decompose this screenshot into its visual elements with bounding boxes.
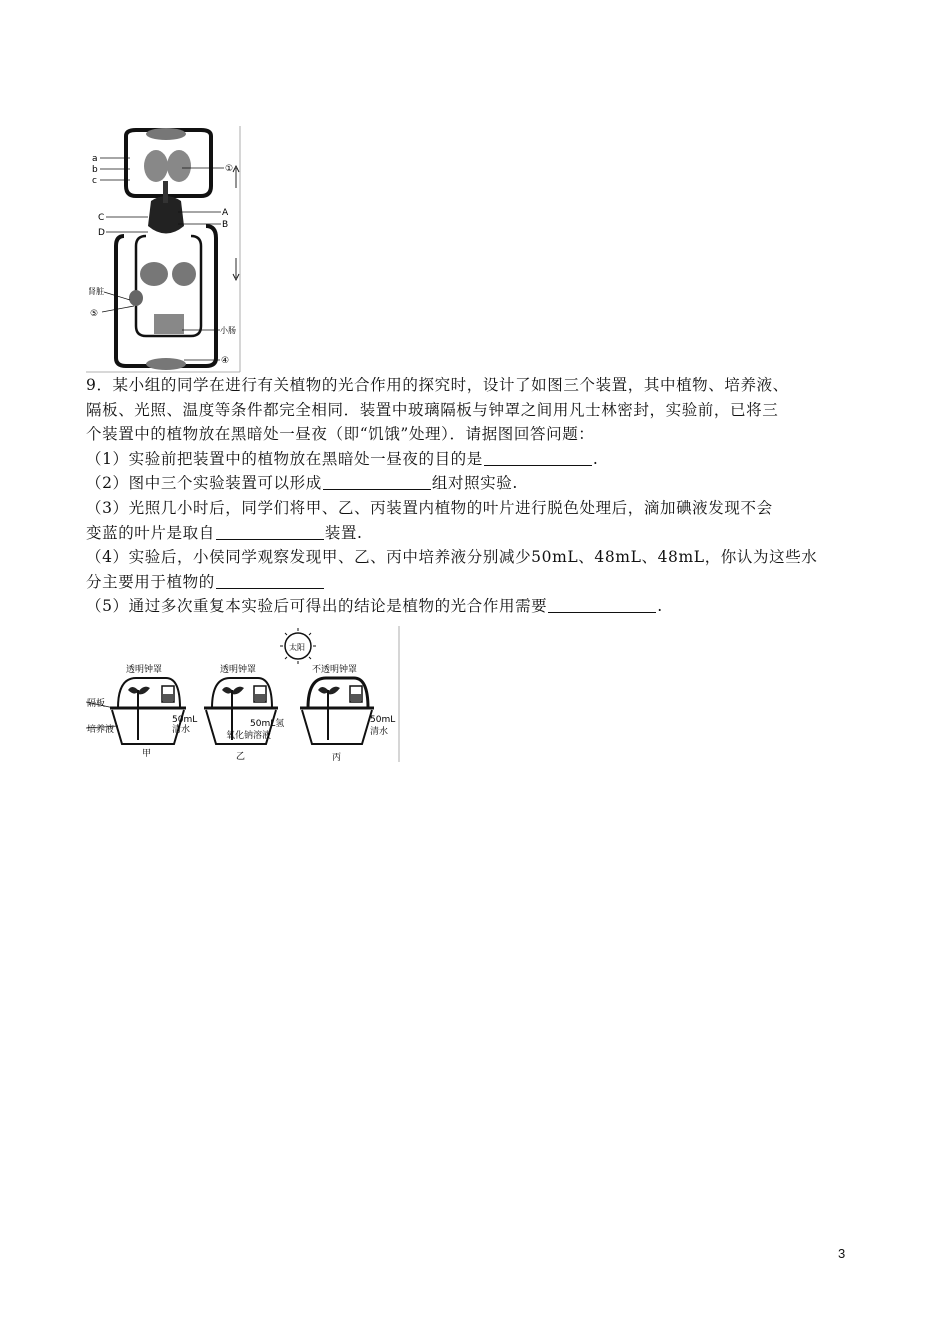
liquid-label-1b: 清水 [172, 725, 191, 735]
group-label-yi: 乙 [236, 752, 246, 762]
sub-question-4-line-2: 分主要用于植物的 [86, 570, 876, 595]
intro-line-2: 隔板、光照、温度等条件都完全相同．装置中玻璃隔板与钟罩之间用凡士林密封，实验前，已将三 [86, 400, 779, 419]
label-4: ④ [221, 356, 230, 366]
page-number: 3 [838, 1246, 846, 1261]
sub-question-3-line-1: （3）光照几小时后，同学们将甲、乙、丙装置内植物的叶片进行脱色处理后，滴加碘液发现不会 [86, 498, 773, 517]
label-A: A [222, 208, 229, 218]
sub-question-4-line-1: （4）实验后，小侯同学观察发现甲、乙、丙中培养液分别减少50mL、48mL、48mL，你认为这些水 [86, 548, 818, 567]
label-5: ⑤ [90, 309, 99, 319]
sub-question-1: （1）实验前把装置中的植物放在黑暗处一昼夜的目的是 . [86, 449, 599, 468]
liquid-label-1a: 50mL [172, 715, 198, 725]
intro-line-1: 9．某小组的同学在进行有关植物的光合作用的探究时，设计了如图三个装置，其中植物、培养液、 [86, 376, 789, 394]
label-a: a [92, 154, 98, 164]
jar-label-2: 透明钟罩 [220, 665, 257, 675]
group-label-jia: 甲 [142, 749, 152, 759]
sun-label: 太阳 [289, 643, 305, 652]
bell-jar-apparatus-diagram [86, 626, 402, 764]
liquid-label-2b: 氧化钠溶液 [226, 731, 272, 741]
circulation-diagram [86, 126, 244, 374]
answer-blank[interactable] [216, 525, 324, 540]
liquid-label-3b: 清水 [370, 727, 389, 737]
intro-line-3: 个装置中的植物放在黑暗处一昼夜（即“饥饿”处理）．请据图回答问题： [86, 425, 595, 444]
label-kidney: 肾脏 [88, 287, 104, 296]
label-b: b [92, 165, 98, 175]
culture-solution-label: 培养液 [87, 725, 115, 735]
label-1: ① [225, 164, 234, 174]
sub-question-2: （2）图中三个实验装置可以形成 组对照实验. [86, 474, 518, 493]
answer-blank[interactable] [484, 451, 592, 466]
label-D: D [98, 228, 105, 238]
answer-blank[interactable] [323, 475, 431, 490]
answer-blank[interactable] [548, 598, 656, 613]
question-9 [86, 373, 876, 619]
jar-label-1: 透明钟罩 [126, 665, 163, 675]
partition-label: 隔板 [87, 699, 106, 709]
label-B: B [222, 220, 229, 230]
liquid-label-2a: 50mL氢 [250, 719, 285, 729]
sub-question-3-line-2: 变蓝的叶片是取自 装置. [86, 523, 363, 542]
jar-label-3: 不透明钟罩 [312, 665, 358, 675]
label-c: c [92, 176, 97, 186]
label-C: C [98, 213, 105, 223]
group-label-bing: 丙 [332, 753, 342, 763]
answer-blank[interactable] [216, 574, 324, 589]
liquid-label-3a: 50mL [370, 715, 396, 725]
sub-question-5: （5）通过多次重复本实验后可得出的结论是植物的光合作用需要 . [86, 597, 663, 616]
label-small-intestine: 小肠 [220, 326, 236, 335]
